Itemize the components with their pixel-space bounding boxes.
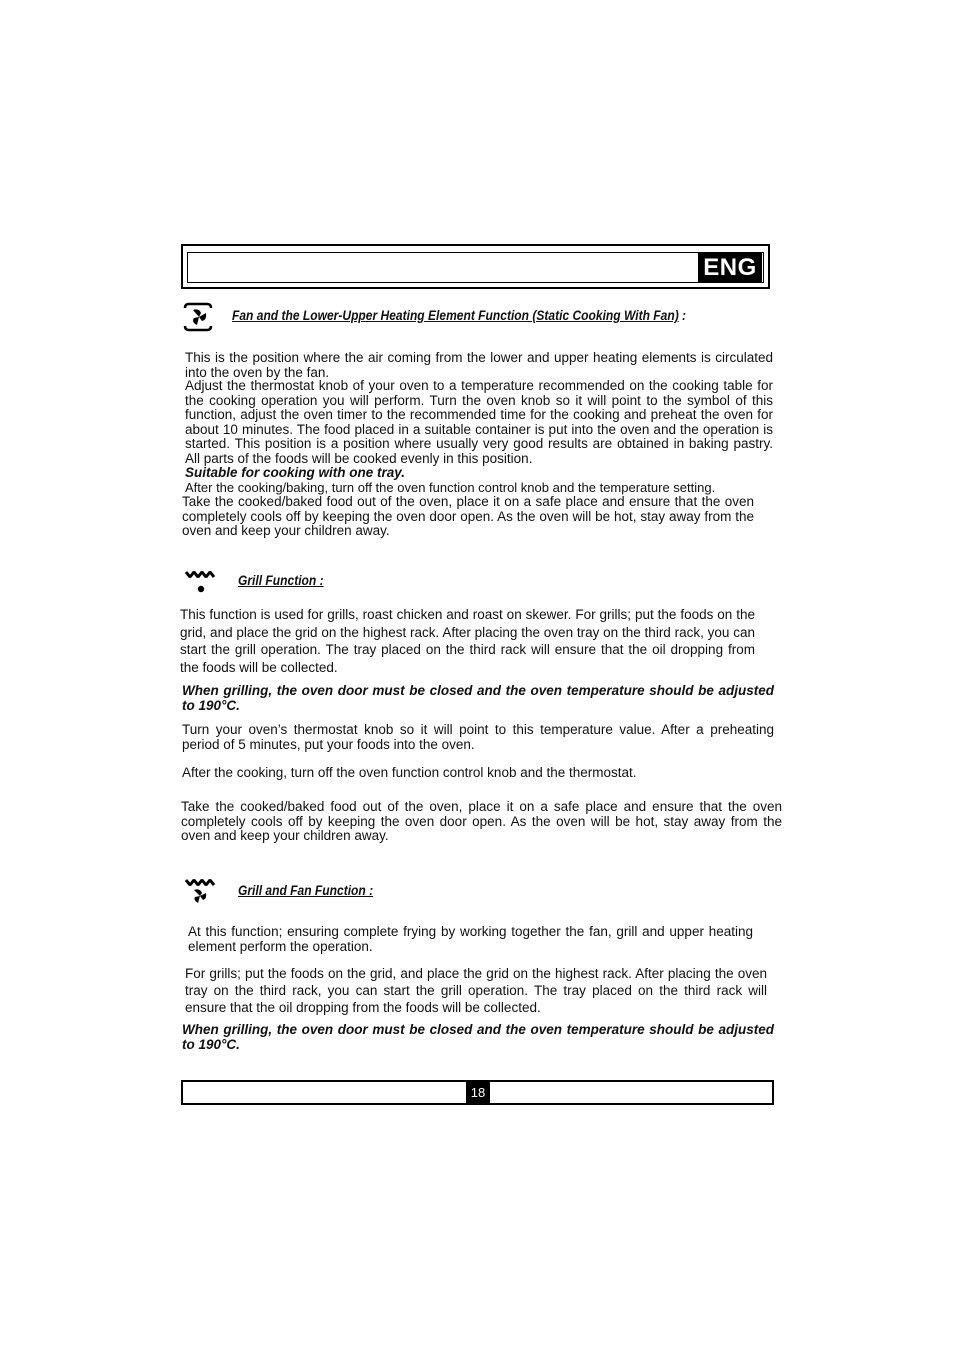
page-number: 18 [466,1081,490,1104]
paragraph: Take the cooked/baked food out of the oven, place it on a safe place and ensure that the oven completely cools off by keeping the oven door open. As the oven will be hot, stay away from the oven and keep your children away. [182,494,754,539]
language-badge: ENG [698,253,762,282]
grill-and-fan-icon [184,876,216,906]
paragraph: Take the cooked/baked food out of the oven, place it on a safe place and ensure that the oven completely cools off by keeping the oven door open. As the oven will be hot, stay away from the oven and keep your children away. [181,799,782,844]
paragraph: After the cooking/baking, turn off the oven function control knob and the temperature setting. [185,480,716,495]
paragraph: At this function; ensuring complete frying by working together the fan, grill and upper heating element perform the operation. [188,924,753,954]
paragraph: This function is used for grills, roast chicken and roast on skewer. For grills; put the foods on the grid, and place the grid on the highest rack. After placing the oven tray on the third rack, you can start the grill operation. The tray placed on the third rack will ensure that the oil dropping from the foods will be collected. [180,607,755,675]
grill-icon [184,568,216,594]
fan-with-top-bottom-heat-icon [182,302,214,332]
section-title: Fan and the Lower-Upper Heating Element Function (Static Cooking With Fan) : [232,307,687,323]
paragraph: Turn your oven’s thermostat knob so it will point to this temperature value. After a preheating period of 5 minutes, put your foods into the oven. [182,722,774,752]
paragraph: This is the position where the air coming from the lower and upper heating elements is circulated into the oven by the fan. [185,350,773,380]
paragraph: Adjust the thermostat knob of your oven to a temperature recommended on the cooking table for the cooking operation you will perform. Turn the oven knob so it will point to the symbol of this function, adjust the oven timer to the recommended time for the cooking and preheat the oven for about 10 minutes. The food placed in a suitable container is put into the oven and the operation is started. This position is a position where usually very good results are obtained in baking pastry. All parts of the foods will be cooked evenly in this position. [185,378,773,466]
emphasis-note: Suitable for cooking with one tray. [185,465,406,480]
section-title: Grill Function : [238,572,324,588]
warning-note: When grilling, the oven door must be closed and the oven temperature should be adjusted to 190°C. [182,683,774,713]
section-title: Grill and Fan Function : [238,882,374,898]
paragraph: For grills; put the foods on the grid, and place the grid on the highest rack. After placing the oven tray on the third rack, you can start the grill operation. The tray placed on the third rack will ensure that the oil dropping from the foods will be collected. [185,966,767,1015]
paragraph: After the cooking, turn off the oven function control knob and the thermostat. [182,765,637,780]
header-inner-box [187,252,764,283]
warning-note: When grilling, the oven door must be closed and the oven temperature should be adjusted to 190°C. [182,1022,774,1052]
